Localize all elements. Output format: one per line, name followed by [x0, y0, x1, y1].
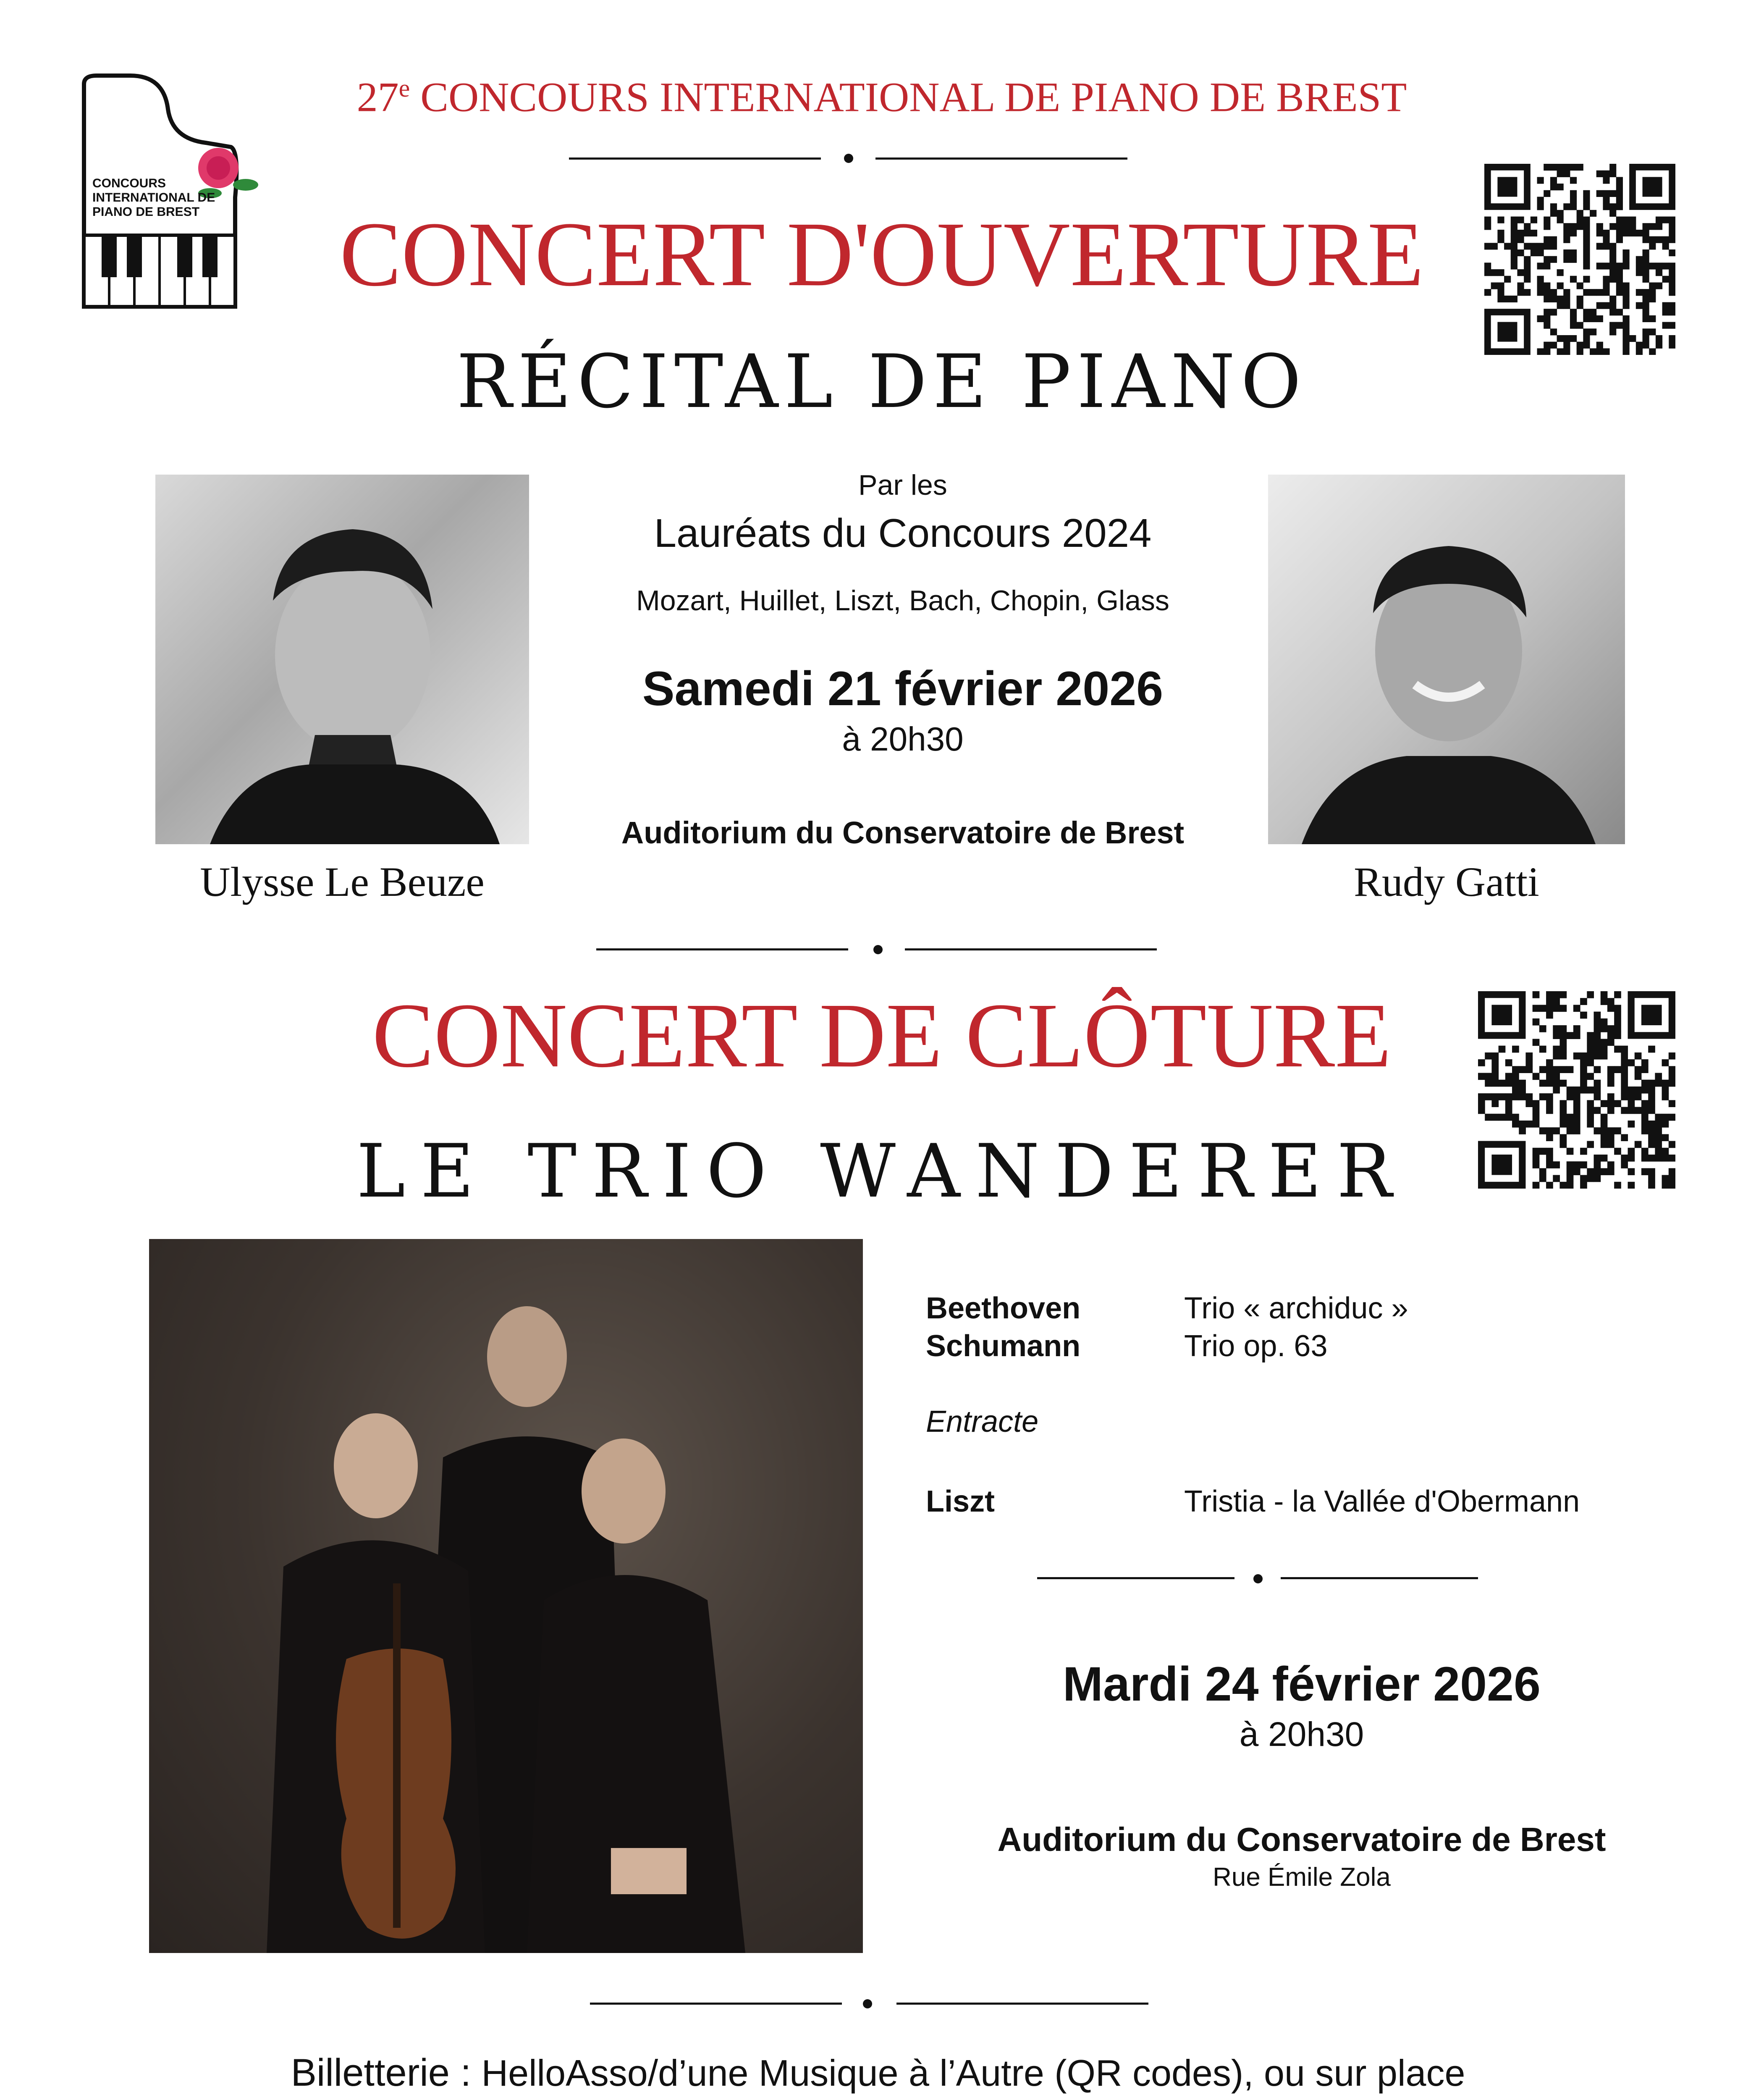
closing-heading: CONCERT DE CLÔTURE: [372, 984, 1392, 1087]
contest-name: CONCOURS INTERNATIONAL DE PIANO DE BREST: [420, 74, 1407, 121]
opening-subheading: RÉCITAL DE PIANO: [456, 339, 1307, 425]
divider-dot: [844, 154, 853, 163]
opening-by-label: Par les: [858, 469, 947, 501]
program-work: Trio op. 63: [1184, 1329, 1328, 1363]
divider-line: [569, 158, 821, 160]
program-composer: Beethoven: [926, 1292, 1081, 1325]
divider-line: [590, 2003, 842, 2005]
closing-date: Mardi 24 février 2026: [1063, 1657, 1541, 1711]
divider-line: [905, 948, 1157, 950]
closing-time: à 20h30: [1239, 1715, 1364, 1754]
contest-title: [294, 63, 1470, 122]
divider-line: [1037, 1577, 1234, 1579]
trio-image: [149, 1239, 863, 1953]
ticketing-text: HelloAsso/d’une Musique à l’Autre (QR codes), ou sur place: [481, 2052, 1465, 2094]
opening-composers: Mozart, Huillet, Liszt, Bach, Chopin, Glass: [636, 585, 1169, 617]
divider-line: [1281, 1577, 1478, 1579]
ticketing-line: [84, 2050, 1672, 2096]
logo-line: INTERNATIONAL DE: [92, 191, 215, 205]
program-intermission: Entracte: [926, 1405, 1039, 1438]
portrait-image: [155, 475, 529, 844]
opening-heading: CONCERT D'OUVERTURE: [340, 203, 1424, 305]
divider-dot: [1253, 1574, 1263, 1583]
photo-trio-wanderer: [149, 1239, 863, 1953]
ticketing-label: Billetterie :: [291, 2051, 472, 2094]
closing-venue: Auditorium du Conservatoire de Brest: [997, 1821, 1606, 1858]
divider-line: [896, 2003, 1148, 2005]
program-composer: Schumann: [926, 1329, 1081, 1363]
divider-dot: [863, 1999, 872, 2008]
qr-code-closing[interactable]: [1478, 991, 1675, 1189]
opening-time: à 20h30: [842, 720, 964, 758]
pianist-left-name: Ulysse Le Beuze: [200, 858, 485, 905]
pianist-right-name: Rudy Gatti: [1354, 858, 1539, 905]
opening-venue: Auditorium du Conservatoire de Brest: [621, 815, 1185, 850]
portrait-image: [1268, 475, 1625, 844]
logo-line: PIANO DE BREST: [92, 205, 200, 219]
program-work: Tristia - la Vallée d'Obermann: [1184, 1485, 1580, 1518]
divider-line: [875, 158, 1127, 160]
qr-code-icon: [1478, 991, 1675, 1189]
edition-number: 27: [356, 74, 399, 121]
divider-dot: [873, 945, 883, 954]
closing-address: Rue Émile Zola: [1213, 1863, 1391, 1892]
logo-line: CONCOURS: [92, 176, 166, 190]
edition-suffix: e: [398, 74, 410, 102]
photo-ulysse-le-beuze: [155, 475, 529, 844]
opening-date: Samedi 21 février 2026: [642, 662, 1164, 716]
logo-text: [92, 176, 215, 219]
program-work: Trio « archiduc »: [1184, 1292, 1408, 1325]
opening-performers: Lauréats du Concours 2024: [654, 511, 1152, 556]
photo-rudy-gatti: [1268, 475, 1625, 844]
program-composer: Liszt: [926, 1485, 995, 1518]
closing-subheading: LE TRIO WANDERER: [356, 1129, 1407, 1214]
divider-line: [596, 948, 848, 950]
